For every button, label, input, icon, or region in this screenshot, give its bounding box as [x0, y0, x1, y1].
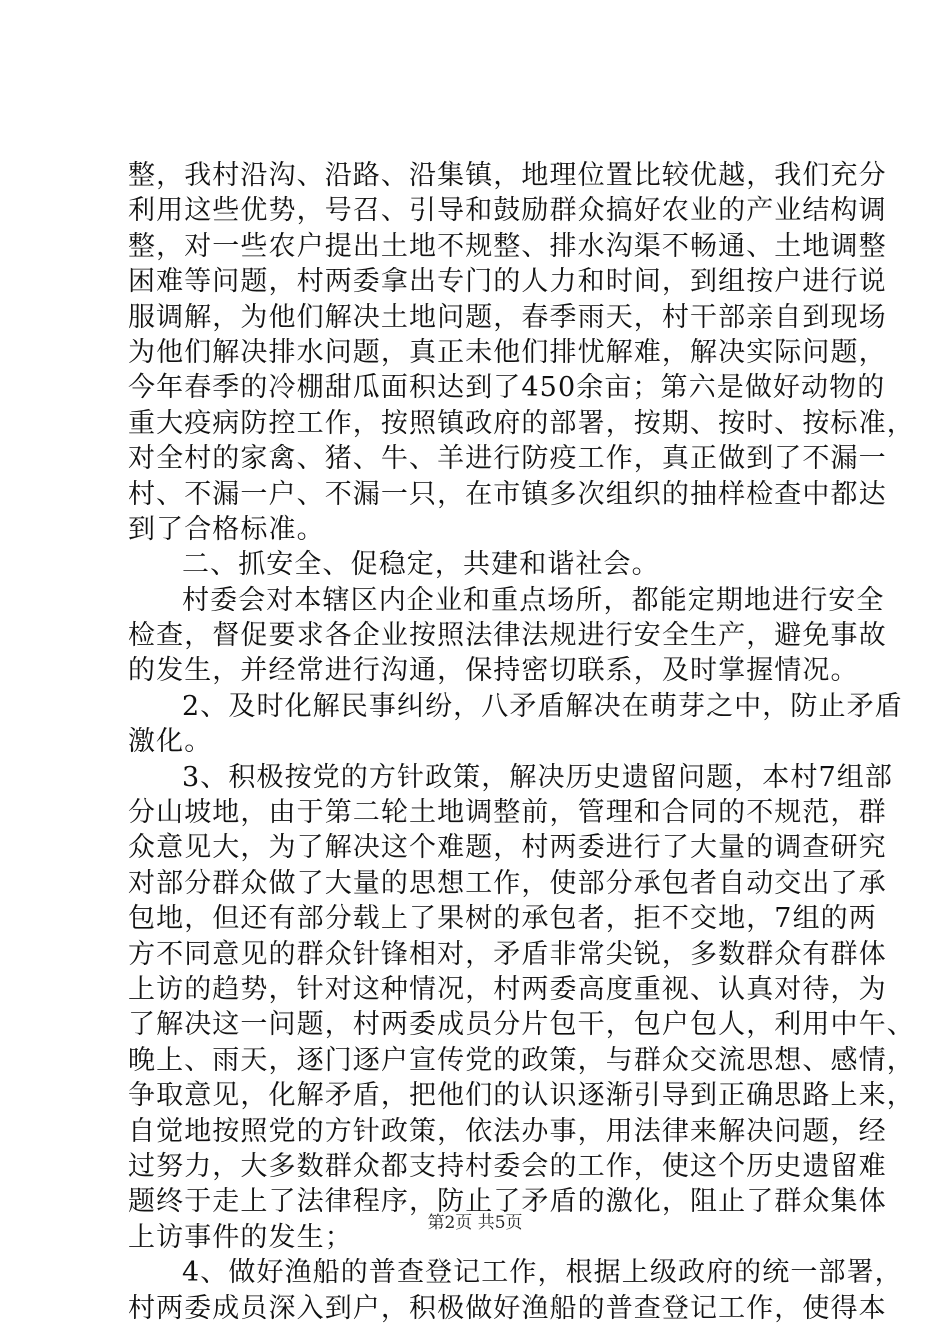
paragraph-start-line: 3、积极按党的方针政策，解决历史遗留问题，本村7组部 [182, 761, 893, 793]
paragraph-start-line: 村委会对本辖区内企业和重点场所，都能定期地进行安全 [182, 584, 885, 616]
text-line: 争取意见，化解矛盾，把他们的认识逐渐引导到正确思路上来， [128, 1080, 915, 1112]
document-body [128, 158, 915, 1326]
text-line: 方不同意见的群众针锋相对，矛盾非常尖锐，多数群众有群体 [128, 938, 887, 970]
text-line: 到了合格标准。 [128, 513, 325, 545]
paragraph-start-line: 4、做好渔船的普查登记工作，根据上级政府的统一部署， [182, 1257, 903, 1289]
text-line: 激化。 [128, 726, 213, 758]
text-line: 村、不漏一户、不漏一只，在市镇多次组织的抽样检查中都达 [128, 478, 887, 510]
text-line: 整，对一些农户提出土地不规整、排水沟渠不畅通、土地调整 [128, 230, 887, 262]
text-line: 利用这些优势，号召、引导和鼓励群众搞好农业的产业结构调 [128, 195, 887, 227]
text-line: 对部分群众做了大量的思想工作，使部分承包者自动交出了承 [128, 867, 887, 899]
text-line: 包地，但还有部分载上了果树的承包者，拒不交地，7组的两 [128, 903, 877, 935]
text-line: 众意见大，为了解决这个难题，村两委进行了大量的调查研究 [128, 832, 887, 864]
text-line: 对全村的家禽、猪、牛、羊进行防疫工作，真正做到了不漏一 [128, 443, 887, 475]
text-line: 困难等问题，村两委拿出专门的人力和时间，到组按户进行说 [128, 266, 887, 298]
text-line: 今年春季的冷棚甜瓜面积达到了450余亩；第六是做好动物的 [128, 372, 886, 404]
text-line: 重大疫病防控工作，按照镇政府的部署，按期、按时、按标准， [128, 407, 915, 439]
text-line: 题终于走上了法律程序，防止了矛盾的激化，阻止了群众集体 [128, 1186, 887, 1218]
paragraph-start-line: 2、及时化解民事纠纷，八矛盾解决在萌芽之中，防止矛盾 [182, 690, 903, 722]
text-line: 上访的趋势，针对这种情况，村两委高度重视、认真对待，为 [128, 973, 887, 1005]
text-line: 自觉地按照党的方针政策，依法办事，用法律来解决问题，经 [128, 1115, 887, 1147]
page-number-footer: 第2页 共5页 [427, 1213, 523, 1233]
text-line: 为他们解决排水问题，真正未他们排忧解难，解决实际问题， [128, 336, 887, 368]
text-line: 检查，督促要求各企业按照法律法规进行安全生产，避免事故 [128, 620, 887, 652]
text-line: 过努力，大多数群众都支持村委会的工作，使这个历史遗留难 [128, 1150, 887, 1182]
text-line: 了解决这一问题，村两委成员分片包干，包户包人，利用中午、 [128, 1009, 915, 1041]
text-line: 村两委成员深入到户，积极做好渔船的普查登记工作，使得本 [128, 1292, 887, 1324]
text-line: 上访事件的发生； [128, 1221, 353, 1253]
text-line: 分山坡地，由于第二轮土地调整前，管理和合同的不规范，群 [128, 797, 887, 829]
text-line: 的发生，并经常进行沟通，保持密切联系，及时掌握情况。 [128, 655, 859, 687]
text-line: 晚上、雨天，逐门逐户宣传党的政策，与群众交流思想、感情， [128, 1044, 915, 1076]
paragraph-start-line: 二、抓安全、促稳定，共建和谐社会。 [182, 549, 660, 581]
text-line: 服调解，为他们解决土地问题，春季雨天，村干部亲自到现场 [128, 301, 887, 333]
text-line: 整，我村沿沟、沿路、沿集镇，地理位置比较优越，我们充分 [128, 160, 887, 191]
